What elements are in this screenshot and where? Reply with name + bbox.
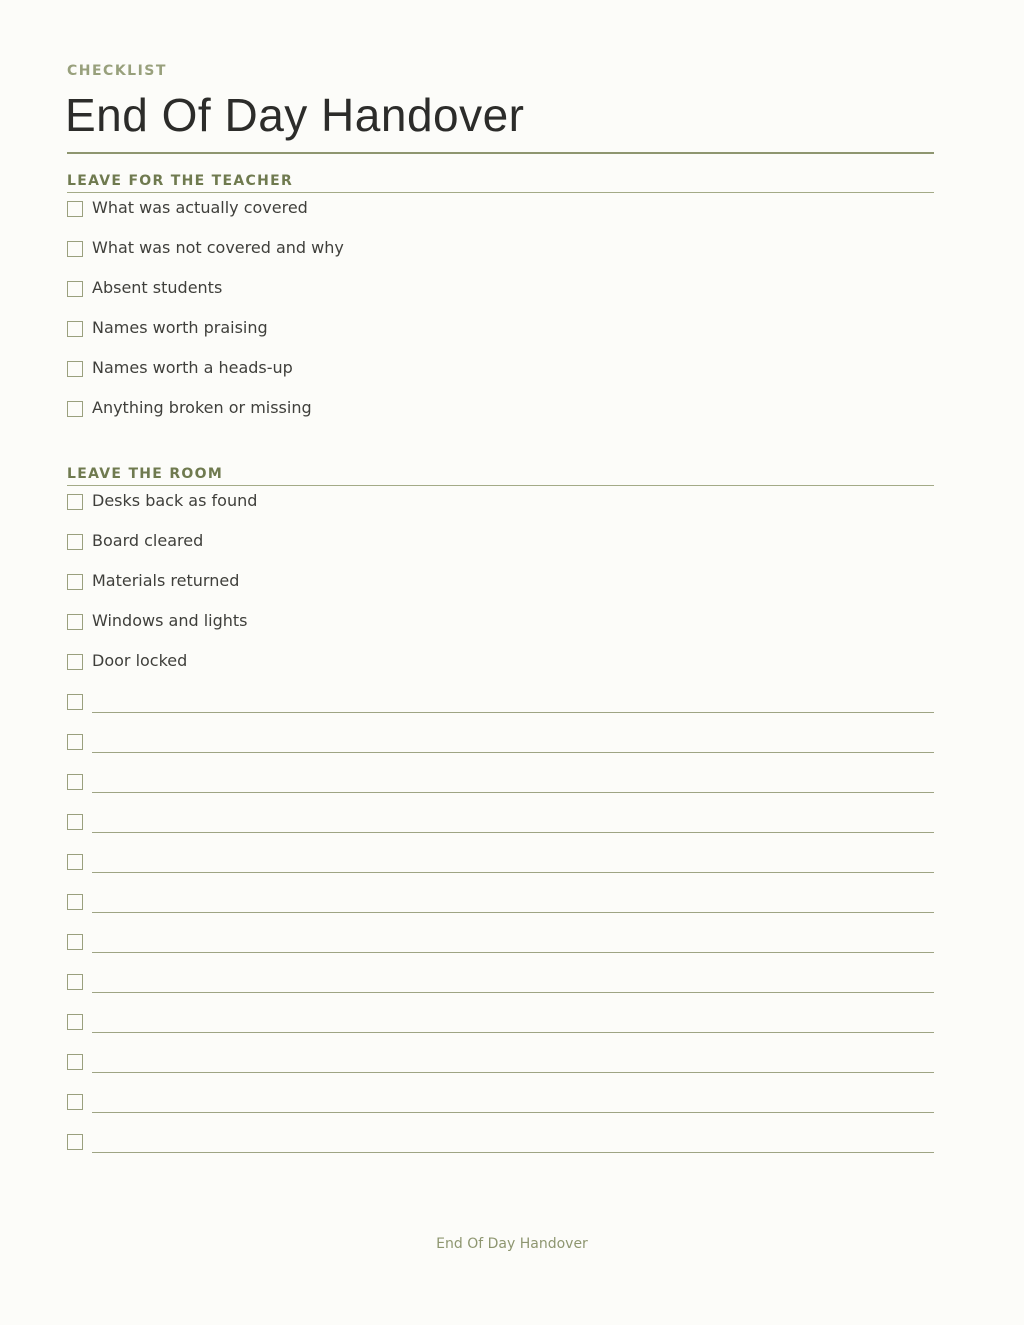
blank-checklist-item: [67, 887, 934, 927]
checkbox[interactable]: [67, 734, 83, 750]
checklist-item-label: Door locked: [92, 651, 188, 670]
title-divider: [67, 152, 934, 154]
section-heading: LEAVE THE ROOM: [67, 459, 934, 486]
eyebrow-label: CHECKLIST: [67, 63, 167, 79]
write-in-line[interactable]: [92, 912, 934, 913]
checklist-item-label: Materials returned: [92, 571, 240, 590]
blank-checklist-item: [67, 727, 934, 767]
blank-checklist-item: [67, 1047, 934, 1087]
checklist-item-label: What was actually covered: [92, 198, 308, 217]
checklist-item: [67, 394, 934, 434]
checklist-item-label: Names worth praising: [92, 318, 268, 337]
checkbox[interactable]: [67, 534, 83, 550]
checklist: [67, 487, 934, 1167]
section-leave-the-room: [67, 459, 934, 1167]
checkbox[interactable]: [67, 321, 83, 337]
checkbox[interactable]: [67, 774, 83, 790]
blank-checklist-item: [67, 767, 934, 807]
checklist-item: [67, 234, 934, 274]
checkbox[interactable]: [67, 281, 83, 297]
blank-checklist-item: [67, 847, 934, 887]
checklist-item-label: Board cleared: [92, 531, 204, 550]
write-in-line[interactable]: [92, 1152, 934, 1153]
checkbox[interactable]: [67, 1134, 83, 1150]
blank-checklist-item: [67, 1127, 934, 1167]
checkbox[interactable]: [67, 361, 83, 377]
checkbox[interactable]: [67, 934, 83, 950]
checkbox[interactable]: [67, 574, 83, 590]
checklist-item-label: Names worth a heads-up: [92, 358, 293, 377]
checkbox[interactable]: [67, 694, 83, 710]
checkbox[interactable]: [67, 614, 83, 630]
checklist-item-label: Anything broken or missing: [92, 398, 312, 417]
write-in-line[interactable]: [92, 872, 934, 873]
checklist-item: [67, 274, 934, 314]
write-in-line[interactable]: [92, 1112, 934, 1113]
write-in-line[interactable]: [92, 992, 934, 993]
checkbox[interactable]: [67, 654, 83, 670]
blank-checklist-item: [67, 687, 934, 727]
blank-checklist-item: [67, 1007, 934, 1047]
write-in-line[interactable]: [92, 952, 934, 953]
checkbox[interactable]: [67, 1014, 83, 1030]
write-in-line[interactable]: [92, 712, 934, 713]
checklist-item: [67, 567, 934, 607]
checkbox[interactable]: [67, 401, 83, 417]
checklist: [67, 194, 934, 434]
checklist-page: [67, 0, 934, 1325]
section-leave-for-teacher: [67, 166, 934, 434]
page-title: End Of Day Handover: [65, 89, 525, 141]
checkbox[interactable]: [67, 974, 83, 990]
page-footer: End Of Day Handover: [436, 1236, 588, 1252]
checkbox[interactable]: [67, 894, 83, 910]
checklist-item: [67, 314, 934, 354]
checklist-item-label: Desks back as found: [92, 491, 258, 510]
checklist-item: [67, 354, 934, 394]
write-in-line[interactable]: [92, 792, 934, 793]
checklist-item-label: What was not covered and why: [92, 238, 344, 257]
write-in-line[interactable]: [92, 1072, 934, 1073]
checkbox[interactable]: [67, 854, 83, 870]
blank-checklist-item: [67, 967, 934, 1007]
checklist-item: [67, 607, 934, 647]
checkbox[interactable]: [67, 1094, 83, 1110]
checklist-item: [67, 647, 934, 687]
checkbox[interactable]: [67, 201, 83, 217]
checklist-item: [67, 487, 934, 527]
checklist-item: [67, 527, 934, 567]
write-in-line[interactable]: [92, 1032, 934, 1033]
checklist-item-label: Absent students: [92, 278, 223, 297]
write-in-line[interactable]: [92, 752, 934, 753]
blank-checklist-item: [67, 807, 934, 847]
checklist-item-label: Windows and lights: [92, 611, 248, 630]
blank-checklist-item: [67, 1087, 934, 1127]
write-in-line[interactable]: [92, 832, 934, 833]
checkbox[interactable]: [67, 494, 83, 510]
blank-checklist-item: [67, 927, 934, 967]
section-heading: LEAVE FOR THE TEACHER: [67, 166, 934, 193]
checkbox[interactable]: [67, 814, 83, 830]
checkbox[interactable]: [67, 1054, 83, 1070]
checklist-item: [67, 194, 934, 234]
checkbox[interactable]: [67, 241, 83, 257]
